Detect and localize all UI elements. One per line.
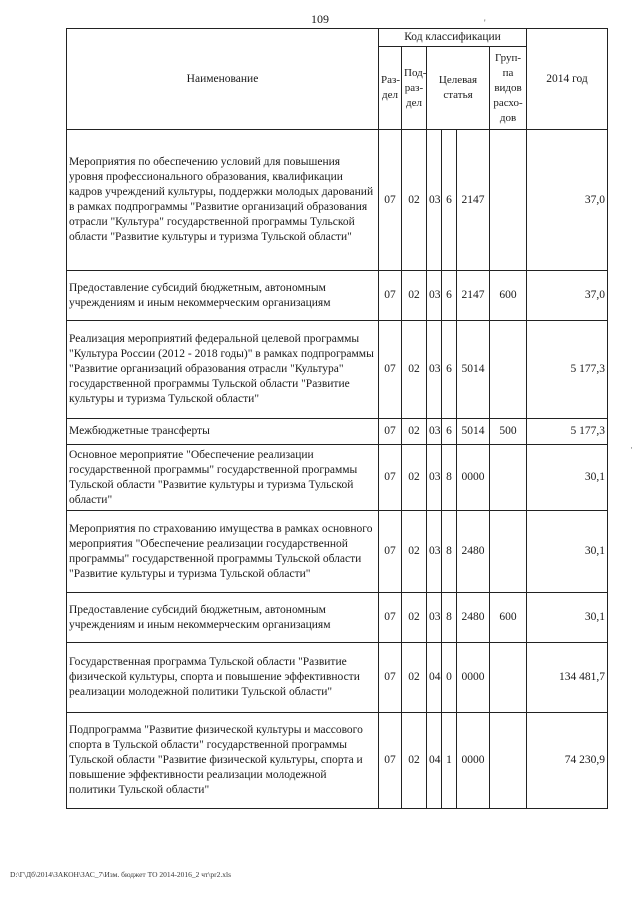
row-amount: 37,0 — [527, 130, 608, 271]
row-name: Реализация мероприятий федеральной целевой программы "Культура России (2012 - 2018 годы)" в рамках подпрограммы "Развитие организаций образования отрасли "Культура" государственной программы Тульской области "Развитие культуры и туризма Тульской области" — [67, 321, 379, 419]
table-row — [67, 130, 608, 271]
row-subsection: 02 — [402, 419, 427, 445]
row-section: 07 — [379, 321, 402, 419]
row-target-part-1: 03 — [427, 271, 442, 321]
page-number: 109 — [311, 12, 329, 26]
row-subsection: 02 — [402, 643, 427, 713]
row-target-part-1: 03 — [427, 511, 442, 593]
header-expense-group: Груп-па видов расхо-дов — [490, 47, 527, 130]
row-subsection: 02 — [402, 511, 427, 593]
row-target-part-1: 03 — [427, 419, 442, 445]
table-row — [67, 271, 608, 321]
table-row — [67, 419, 608, 445]
row-section: 07 — [379, 593, 402, 643]
row-target-part-2: 6 — [442, 271, 457, 321]
row-target-part-1: 04 — [427, 643, 442, 713]
row-name: Основное мероприятие "Обеспечение реализации государственной программы" государственной программы Тульской области "Развитие культуры и туризма Тульской области" — [67, 445, 379, 511]
header-subsection: Под-раз-дел — [402, 47, 427, 130]
row-target-part-3: 2480 — [457, 593, 490, 643]
row-target-part-2: 6 — [442, 419, 457, 445]
row-expense-group — [490, 643, 527, 713]
scan-speck: · — [630, 443, 633, 453]
table-row — [67, 321, 608, 419]
header-classification-code: Код классификации — [379, 29, 527, 47]
row-name: Подпрограмма "Развитие физической культуры и массового спорта в Тульской области" государственной программы Тульской области "Развитие физической культуры, спорта и повышение эффективности реализации молодежной политики Тульской области" — [67, 713, 379, 809]
row-section: 07 — [379, 271, 402, 321]
header-name: Наименование — [67, 29, 379, 130]
row-section: 07 — [379, 643, 402, 713]
row-section: 07 — [379, 419, 402, 445]
row-subsection: 02 — [402, 130, 427, 271]
table-row — [67, 713, 608, 809]
row-target-part-3: 0000 — [457, 445, 490, 511]
row-expense-group — [490, 445, 527, 511]
header-target-item: Целевая статья — [427, 47, 490, 130]
row-target-part-1: 03 — [427, 593, 442, 643]
row-target-part-3: 0000 — [457, 643, 490, 713]
row-target-part-3: 2147 — [457, 271, 490, 321]
row-target-part-2: 8 — [442, 511, 457, 593]
table-row — [67, 511, 608, 593]
footer-file-path: D:\Г\Дб\2014\ЗАКОН\ЗАС_7\Изм. бюджет ТО 2014-2016_2 чт\pr2.xls — [10, 870, 231, 879]
row-name: Государственная программа Тульской области "Развитие физической культуры, спорта и повышение эффективности реализации молодежной политики Тульской области" — [67, 643, 379, 713]
row-target-part-3: 2147 — [457, 130, 490, 271]
row-expense-group: 500 — [490, 419, 527, 445]
row-target-part-1: 03 — [427, 130, 442, 271]
row-name: Мероприятия по страхованию имущества в рамках основного мероприятия "Обеспечение реализации государственной программы" государственной программы Тульской области "Развитие культуры и туризма Тульской области" — [67, 511, 379, 593]
row-target-part-1: 03 — [427, 445, 442, 511]
row-amount: 134 481,7 — [527, 643, 608, 713]
row-name: Межбюджетные трансферты — [67, 419, 379, 445]
row-amount: 5 177,3 — [527, 321, 608, 419]
row-target-part-1: 04 — [427, 713, 442, 809]
row-expense-group — [490, 130, 527, 271]
row-subsection: 02 — [402, 445, 427, 511]
row-name: Предоставление субсидий бюджетным, автономным учреждениям и иным некоммерческим организациям — [67, 593, 379, 643]
table-row — [67, 593, 608, 643]
row-expense-group — [490, 713, 527, 809]
row-expense-group: 600 — [490, 593, 527, 643]
row-amount: 30,1 — [527, 593, 608, 643]
row-amount: 30,1 — [527, 511, 608, 593]
row-name: Мероприятия по обеспечению условий для повышения уровня профессионального образования, квалификации кадров учреждений культуры, поддержки молодых дарований в рамках подпрограммы "Развитие организаций образования отрасли "Культура" государственной программы Тульской области "Развитие культуры и туризма Тульской области" — [67, 130, 379, 271]
row-target-part-1: 03 — [427, 321, 442, 419]
header-year: 2014 год — [527, 29, 608, 130]
row-expense-group: 600 — [490, 271, 527, 321]
row-amount: 37,0 — [527, 271, 608, 321]
row-amount: 30,1 — [527, 445, 608, 511]
row-section: 07 — [379, 511, 402, 593]
row-subsection: 02 — [402, 321, 427, 419]
row-expense-group — [490, 511, 527, 593]
row-target-part-2: 0 — [442, 643, 457, 713]
row-target-part-2: 8 — [442, 593, 457, 643]
row-name: Предоставление субсидий бюджетным, автономным учреждениям и иным некоммерческим организациям — [67, 271, 379, 321]
row-subsection: 02 — [402, 713, 427, 809]
row-subsection: 02 — [402, 271, 427, 321]
budget-table — [66, 28, 608, 809]
row-section: 07 — [379, 130, 402, 271]
table-row — [67, 445, 608, 511]
row-target-part-2: 6 — [442, 130, 457, 271]
row-target-part-3: 0000 — [457, 713, 490, 809]
row-target-part-2: 8 — [442, 445, 457, 511]
row-expense-group — [490, 321, 527, 419]
row-section: 07 — [379, 713, 402, 809]
row-target-part-2: 1 — [442, 713, 457, 809]
scan-speck: ' — [484, 18, 486, 28]
header-section: Раз-дел — [379, 47, 402, 130]
row-subsection: 02 — [402, 593, 427, 643]
row-target-part-2: 6 — [442, 321, 457, 419]
row-amount: 74 230,9 — [527, 713, 608, 809]
table-row — [67, 643, 608, 713]
row-target-part-3: 5014 — [457, 321, 490, 419]
row-target-part-3: 2480 — [457, 511, 490, 593]
row-amount: 5 177,3 — [527, 419, 608, 445]
row-section: 07 — [379, 445, 402, 511]
row-target-part-3: 5014 — [457, 419, 490, 445]
